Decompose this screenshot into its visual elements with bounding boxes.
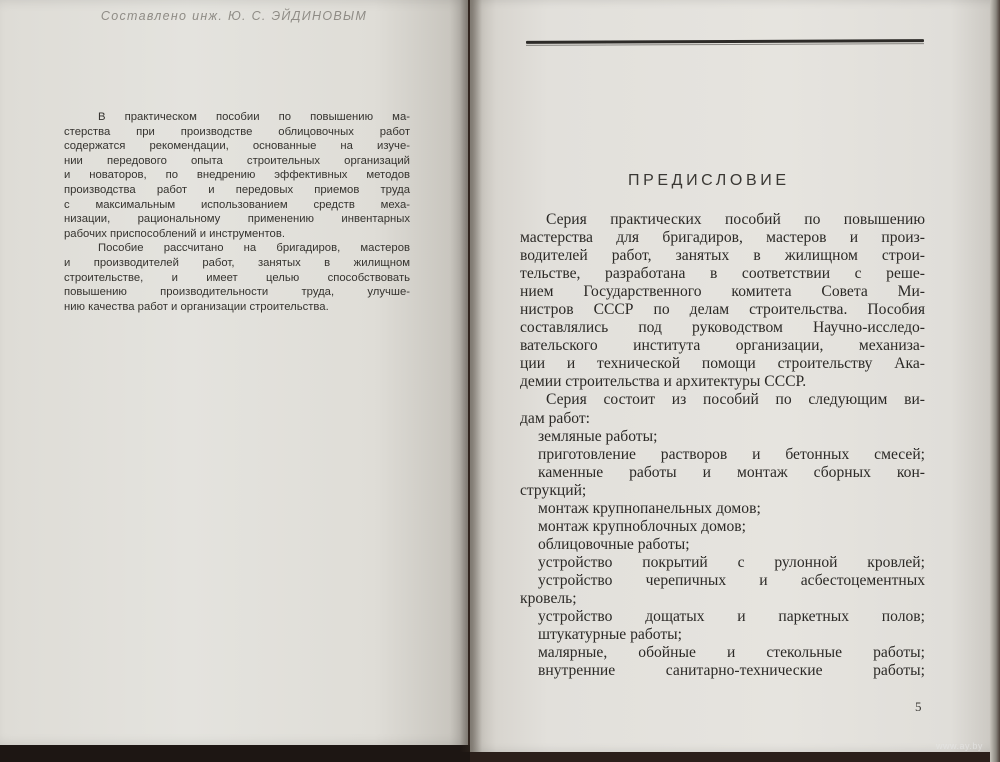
list-item: внутренние санитарно-технические работы; (538, 662, 925, 680)
annotation-line: производства работ и передовых приемов труда (64, 183, 410, 196)
preface-line: демии строительства и архитектуры СССР. (520, 373, 807, 391)
watermark: www.ay.by (936, 741, 983, 751)
page-number: 5 (915, 699, 922, 714)
list-item: монтаж крупнопанельных домов; (538, 499, 761, 517)
annotation-line: Пособие рассчитано на бригадиров, мастеров (98, 242, 410, 255)
list-item: земляные работы; (538, 427, 658, 445)
list-item: монтаж крупноблочных домов; (538, 517, 746, 535)
book-cover-edge (0, 745, 470, 762)
list-item: устройство дощатых и паркетных полов; (538, 608, 925, 626)
preface-line: тельстве, разработана в соответствии с реше- (520, 265, 925, 283)
annotation-line: строительстве, и имеет целью способствовать (64, 271, 410, 284)
annotation-line: и производителей работ, занятых в жилищном (64, 256, 410, 269)
annotation-line: повышению производительности труда, улучше- (64, 286, 410, 299)
preface-line: Серия состоит из пособий по следующим ви- (546, 391, 925, 409)
preface-line: мастерства для бригадиров, мастеров и произ- (520, 229, 925, 247)
preface-line: вательского института организации, механиза- (520, 337, 925, 355)
preface-line: дам работ: (520, 409, 591, 427)
annotation-line: нию качества работ и организации строительства. (64, 300, 329, 313)
annotation-line: нии передового опыта строительных организаций (64, 154, 410, 167)
preface-line: составлялись под руководством Научно-исследо- (520, 319, 925, 337)
compiler-credit: Составлено инж. Ю. С. ЭЙДИНОВЫМ (100, 9, 368, 23)
list-item: кровель; (520, 589, 577, 607)
preface-text (520, 211, 925, 680)
page-stack-edge (990, 0, 1000, 762)
list-item: устройство покрытий с рулонной кровлей; (538, 553, 925, 571)
list-item: устройство черепичных и асбестоцементных (538, 571, 925, 589)
list-item: каменные работы и монтаж сборных кон- (538, 463, 925, 481)
list-item: струкций; (520, 481, 587, 499)
page-heading: ПРЕДИСЛОВИЕ (628, 172, 790, 189)
annotation-line: с максимальным использованием средств меха- (64, 198, 410, 211)
preface-line: Серия практических пособий по повышению (546, 211, 925, 228)
preface-line: нием Государственного комитета Совета Ми- (520, 283, 925, 301)
annotation-line: В практическом пособии по повышению ма- (98, 111, 410, 123)
annotation-line: стерства при производстве облицовочных работ (64, 125, 410, 138)
annotation-line: рабочих приспособлений и инструментов. (64, 227, 285, 240)
book-spine-shadow (460, 0, 482, 752)
right-page (470, 0, 992, 752)
annotation-paragraph (64, 110, 410, 314)
list-item: приготовление растворов и бетонных смесей; (538, 445, 925, 463)
annotation-line: и новаторов, по внедрению эффективных методов (64, 169, 410, 182)
left-page (0, 0, 468, 745)
list-item: штукатурные работы; (538, 626, 682, 644)
header-rule (526, 39, 924, 44)
annotation-line: содержатся рекомендации, основанные на изуче- (64, 140, 410, 153)
preface-line: водителей работ, занятых в жилищном строи- (520, 247, 925, 265)
list-item: малярные, обойные и стекольные работы; (538, 644, 925, 662)
list-item: облицовочные работы; (538, 535, 690, 553)
annotation-line: низации, рациональному применению инвентарных (64, 213, 410, 226)
preface-line: нистров СССР по делам строительства. Пособия (520, 301, 925, 319)
preface-line: ции и технической помощи строительству Ака- (520, 355, 925, 373)
